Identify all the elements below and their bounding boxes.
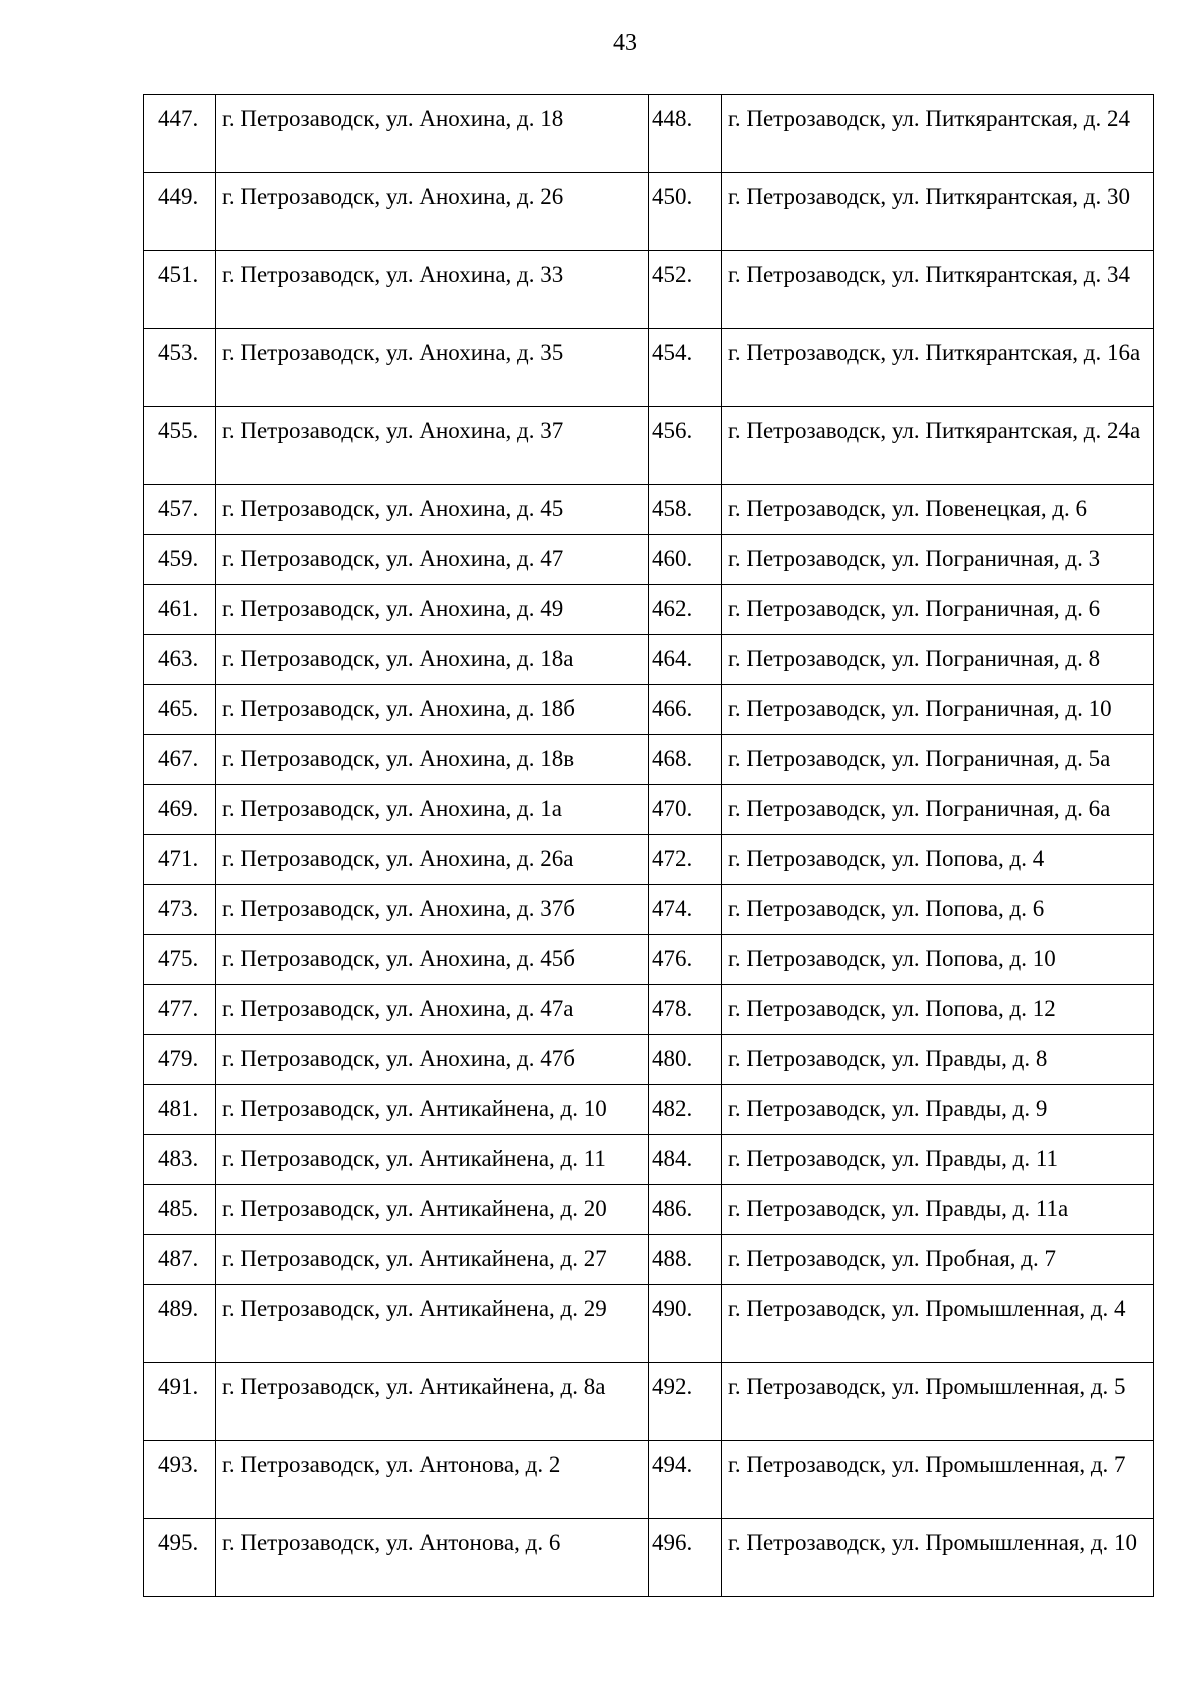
- table-row: [144, 1185, 1154, 1235]
- row-number: 488.: [649, 1235, 722, 1285]
- address-cell: г. Петрозаводск, ул. Анохина, д. 37б: [216, 885, 649, 935]
- address-cell: г. Петрозаводск, ул. Антикайнена, д. 20: [216, 1185, 649, 1235]
- address-cell: г. Петрозаводск, ул. Антикайнена, д. 11: [216, 1135, 649, 1185]
- row-number: 486.: [649, 1185, 722, 1235]
- row-number: 463.: [144, 635, 216, 685]
- row-number: 462.: [649, 585, 722, 635]
- row-number: 466.: [649, 685, 722, 735]
- address-cell: г. Петрозаводск, ул. Пограничная, д. 10: [722, 685, 1154, 735]
- row-number: 450.: [649, 173, 722, 251]
- row-number: 471.: [144, 835, 216, 885]
- row-number: 487.: [144, 1235, 216, 1285]
- address-cell: г. Петрозаводск, ул. Правды, д. 8: [722, 1035, 1154, 1085]
- table-row: [144, 1235, 1154, 1285]
- address-cell: г. Петрозаводск, ул. Питкярантская, д. 34: [722, 251, 1154, 329]
- address-cell: г. Петрозаводск, ул. Попова, д. 12: [722, 985, 1154, 1035]
- row-number: 447.: [144, 95, 216, 173]
- address-cell: г. Петрозаводск, ул. Промышленная, д. 4: [722, 1285, 1154, 1363]
- row-number: 477.: [144, 985, 216, 1035]
- address-cell: г. Петрозаводск, ул. Анохина, д. 37: [216, 407, 649, 485]
- table-row: [144, 1085, 1154, 1135]
- row-number: 467.: [144, 735, 216, 785]
- address-cell: г. Петрозаводск, ул. Питкярантская, д. 24а: [722, 407, 1154, 485]
- row-number: 452.: [649, 251, 722, 329]
- address-cell: г. Петрозаводск, ул. Правды, д. 11: [722, 1135, 1154, 1185]
- address-cell: г. Петрозаводск, ул. Антикайнена, д. 8а: [216, 1363, 649, 1441]
- address-cell: г. Петрозаводск, ул. Попова, д. 10: [722, 935, 1154, 985]
- address-cell: г. Петрозаводск, ул. Питкярантская, д. 24: [722, 95, 1154, 173]
- row-number: 476.: [649, 935, 722, 985]
- row-number: 455.: [144, 407, 216, 485]
- row-number: 454.: [649, 329, 722, 407]
- table-row: [144, 1441, 1154, 1519]
- row-number: 475.: [144, 935, 216, 985]
- row-number: 494.: [649, 1441, 722, 1519]
- row-number: 470.: [649, 785, 722, 835]
- row-number: 464.: [649, 635, 722, 685]
- address-cell: г. Петрозаводск, ул. Анохина, д. 18б: [216, 685, 649, 735]
- table-row: [144, 1363, 1154, 1441]
- row-number: 493.: [144, 1441, 216, 1519]
- address-cell: г. Петрозаводск, ул. Анохина, д. 33: [216, 251, 649, 329]
- address-cell: г. Петрозаводск, ул. Анохина, д. 26а: [216, 835, 649, 885]
- address-cell: г. Петрозаводск, ул. Антикайнена, д. 10: [216, 1085, 649, 1135]
- row-number: 458.: [649, 485, 722, 535]
- row-number: 489.: [144, 1285, 216, 1363]
- table-row: [144, 935, 1154, 985]
- row-number: 469.: [144, 785, 216, 835]
- row-number: 456.: [649, 407, 722, 485]
- row-number: 483.: [144, 1135, 216, 1185]
- row-number: 448.: [649, 95, 722, 173]
- row-number: 451.: [144, 251, 216, 329]
- table-row: [144, 1135, 1154, 1185]
- address-cell: г. Петрозаводск, ул. Антонова, д. 2: [216, 1441, 649, 1519]
- address-cell: г. Петрозаводск, ул. Анохина, д. 47а: [216, 985, 649, 1035]
- row-number: 459.: [144, 535, 216, 585]
- address-cell: г. Петрозаводск, ул. Правды, д. 9: [722, 1085, 1154, 1135]
- row-number: 479.: [144, 1035, 216, 1085]
- row-number: 482.: [649, 1085, 722, 1135]
- address-cell: г. Петрозаводск, ул. Анохина, д. 45б: [216, 935, 649, 985]
- row-number: 485.: [144, 1185, 216, 1235]
- address-cell: г. Петрозаводск, ул. Пограничная, д. 5а: [722, 735, 1154, 785]
- address-cell: г. Петрозаводск, ул. Анохина, д. 45: [216, 485, 649, 535]
- table-row: [144, 985, 1154, 1035]
- table-row: [144, 407, 1154, 485]
- row-number: 449.: [144, 173, 216, 251]
- address-cell: г. Петрозаводск, ул. Пограничная, д. 8: [722, 635, 1154, 685]
- address-cell: г. Петрозаводск, ул. Анохина, д. 18а: [216, 635, 649, 685]
- row-number: 474.: [649, 885, 722, 935]
- address-cell: г. Петрозаводск, ул. Пограничная, д. 3: [722, 535, 1154, 585]
- table-row: [144, 885, 1154, 935]
- address-cell: г. Петрозаводск, ул. Антонова, д. 6: [216, 1519, 649, 1597]
- table-row: [144, 535, 1154, 585]
- row-number: 468.: [649, 735, 722, 785]
- table-row: [144, 735, 1154, 785]
- address-cell: г. Петрозаводск, ул. Питкярантская, д. 16а: [722, 329, 1154, 407]
- table-row: [144, 685, 1154, 735]
- address-cell: г. Петрозаводск, ул. Попова, д. 6: [722, 885, 1154, 935]
- row-number: 492.: [649, 1363, 722, 1441]
- address-cell: г. Петрозаводск, ул. Антикайнена, д. 27: [216, 1235, 649, 1285]
- address-cell: г. Петрозаводск, ул. Правды, д. 11а: [722, 1185, 1154, 1235]
- table-row: [144, 173, 1154, 251]
- address-table: [143, 94, 1154, 1597]
- row-number: 484.: [649, 1135, 722, 1185]
- row-number: 472.: [649, 835, 722, 885]
- table-row: [144, 785, 1154, 835]
- table-row: [144, 1519, 1154, 1597]
- row-number: 453.: [144, 329, 216, 407]
- address-cell: г. Петрозаводск, ул. Пограничная, д. 6: [722, 585, 1154, 635]
- table-row: [144, 585, 1154, 635]
- row-number: 460.: [649, 535, 722, 585]
- address-cell: г. Петрозаводск, ул. Анохина, д. 26: [216, 173, 649, 251]
- address-cell: г. Петрозаводск, ул. Анохина, д. 35: [216, 329, 649, 407]
- address-cell: г. Петрозаводск, ул. Анохина, д. 47б: [216, 1035, 649, 1085]
- row-number: 465.: [144, 685, 216, 735]
- address-cell: г. Петрозаводск, ул. Повенецкая, д. 6: [722, 485, 1154, 535]
- address-cell: г. Петрозаводск, ул. Пограничная, д. 6а: [722, 785, 1154, 835]
- table-row: [144, 1035, 1154, 1085]
- page-number: 43: [613, 30, 637, 56]
- row-number: 495.: [144, 1519, 216, 1597]
- address-cell: г. Петрозаводск, ул. Питкярантская, д. 30: [722, 173, 1154, 251]
- table-row: [144, 251, 1154, 329]
- row-number: 491.: [144, 1363, 216, 1441]
- address-cell: г. Петрозаводск, ул. Анохина, д. 1а: [216, 785, 649, 835]
- row-number: 461.: [144, 585, 216, 635]
- address-cell: г. Петрозаводск, ул. Анохина, д. 18: [216, 95, 649, 173]
- table-row: [144, 329, 1154, 407]
- row-number: 490.: [649, 1285, 722, 1363]
- table-row: [144, 1285, 1154, 1363]
- address-cell: г. Петрозаводск, ул. Промышленная, д. 10: [722, 1519, 1154, 1597]
- row-number: 473.: [144, 885, 216, 935]
- table-row: [144, 95, 1154, 173]
- address-cell: г. Петрозаводск, ул. Пробная, д. 7: [722, 1235, 1154, 1285]
- address-cell: г. Петрозаводск, ул. Анохина, д. 18в: [216, 735, 649, 785]
- table-row: [144, 835, 1154, 885]
- row-number: 496.: [649, 1519, 722, 1597]
- address-cell: г. Петрозаводск, ул. Промышленная, д. 7: [722, 1441, 1154, 1519]
- row-number: 480.: [649, 1035, 722, 1085]
- address-cell: г. Петрозаводск, ул. Анохина, д. 47: [216, 535, 649, 585]
- row-number: 481.: [144, 1085, 216, 1135]
- address-cell: г. Петрозаводск, ул. Промышленная, д. 5: [722, 1363, 1154, 1441]
- row-number: 457.: [144, 485, 216, 535]
- address-cell: г. Петрозаводск, ул. Антикайнена, д. 29: [216, 1285, 649, 1363]
- row-number: 478.: [649, 985, 722, 1035]
- table-row: [144, 635, 1154, 685]
- address-cell: г. Петрозаводск, ул. Анохина, д. 49: [216, 585, 649, 635]
- address-cell: г. Петрозаводск, ул. Попова, д. 4: [722, 835, 1154, 885]
- table-row: [144, 485, 1154, 535]
